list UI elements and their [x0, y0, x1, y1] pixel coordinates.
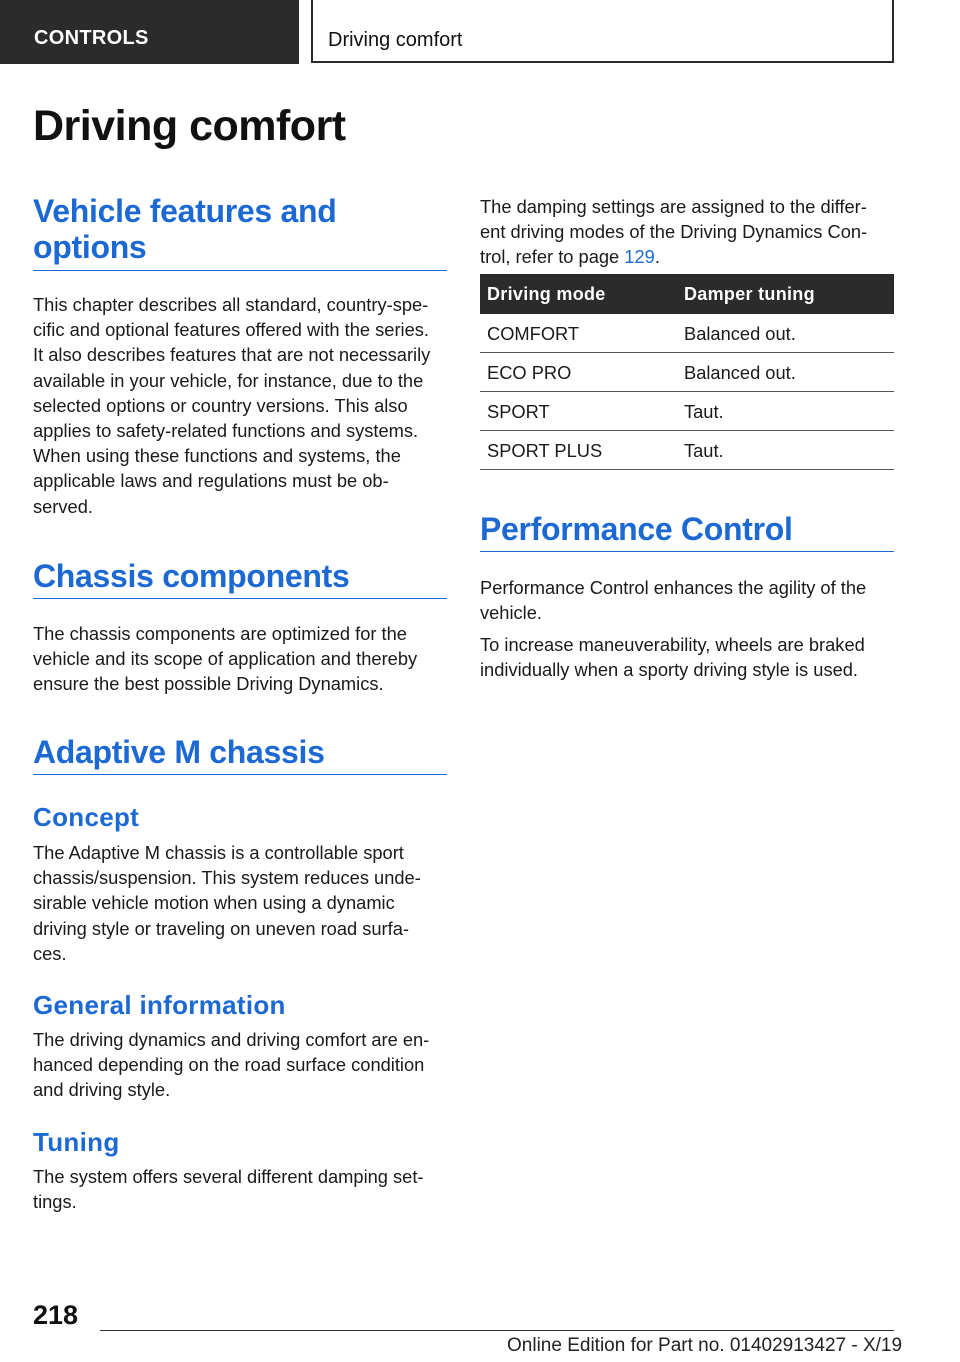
heading-rule [33, 774, 447, 775]
performance-text-2: To increase maneuverability, wheels are braked individually when a sporty driving style is used. [480, 634, 865, 681]
heading-rule [480, 551, 894, 552]
damping-intro-end: . [654, 246, 660, 268]
footer-rule [100, 1330, 894, 1331]
heading-performance-control: Performance Control [480, 511, 793, 547]
subheading-concept: Concept [33, 802, 140, 832]
table-row [480, 392, 894, 431]
table-row [480, 314, 894, 353]
tuning-text: The system offers several different damping set- tings. [33, 1166, 424, 1213]
subheading-general-information: General information [33, 990, 286, 1020]
chapter-label: Driving comfort [328, 29, 463, 51]
column-header-damper-tuning: Damper tuning [684, 284, 815, 304]
table-cell: Balanced out. [684, 362, 796, 383]
damping-intro-text [480, 194, 896, 270]
table-cell: COMFORT [487, 323, 580, 344]
section-tab [0, 0, 299, 64]
damping-intro-body: The damping settings are assigned to the differ- ent driving modes of the Driving Dynamics Con- trol, refer to page [480, 196, 868, 268]
page-reference-link[interactable]: 129 [624, 246, 655, 268]
heading-rule [33, 598, 447, 599]
table-header [480, 274, 894, 314]
chapter-header [311, 0, 894, 63]
performance-text-1: Performance Control enhances the agility of the vehicle. [480, 577, 867, 624]
page-title: Driving comfort [33, 102, 346, 150]
general-information-text: The driving dynamics and driving comfort are en- hanced depending on the road surface condition and driving style. [33, 1029, 430, 1101]
heading-chassis-components: Chassis components [33, 558, 350, 594]
vehicle-features-text: This chapter describes all standard, country-spe- cific and optional features offered with the series. It also describes features that are not necessarily available in your vehicle, for instance, due to the selected options or country versions. This also applies to safety-related functions and systems. When using these functions and systems, the applicable laws and regulations must be ob- served. [33, 294, 431, 517]
subheading-tuning: Tuning [33, 1127, 120, 1157]
table-row [480, 431, 894, 470]
section-label: CONTROLS [34, 27, 149, 49]
chassis-components-text: The chassis components are optimized for the vehicle and its scope of application and thereby ensure the best possible Driving Dynamics. [33, 623, 418, 695]
table-cell: Taut. [684, 401, 724, 422]
column-header-driving-mode: Driving mode [487, 284, 606, 304]
page-number: 218 [33, 1300, 79, 1330]
table-cell: SPORT PLUS [487, 440, 603, 461]
heading-vehicle-features: Vehicle features and options [33, 193, 337, 265]
damper-tuning-table [480, 274, 894, 470]
heading-rule [33, 270, 447, 271]
heading-adaptive-m-chassis: Adaptive M chassis [33, 734, 325, 770]
concept-text: The Adaptive M chassis is a controllable sport chassis/suspension. This system reduces unde- sirable vehicle motion when using a dynamic driving style or traveling on uneven road surfa- ces. [33, 842, 421, 964]
table-cell: Taut. [684, 440, 724, 461]
table-cell: SPORT [487, 401, 550, 422]
edition-footer: Online Edition for Part no. 01402913427 - X/19 [507, 1335, 903, 1356]
table-cell: Balanced out. [684, 323, 796, 344]
table-cell: ECO PRO [487, 362, 572, 383]
table-row [480, 353, 894, 392]
